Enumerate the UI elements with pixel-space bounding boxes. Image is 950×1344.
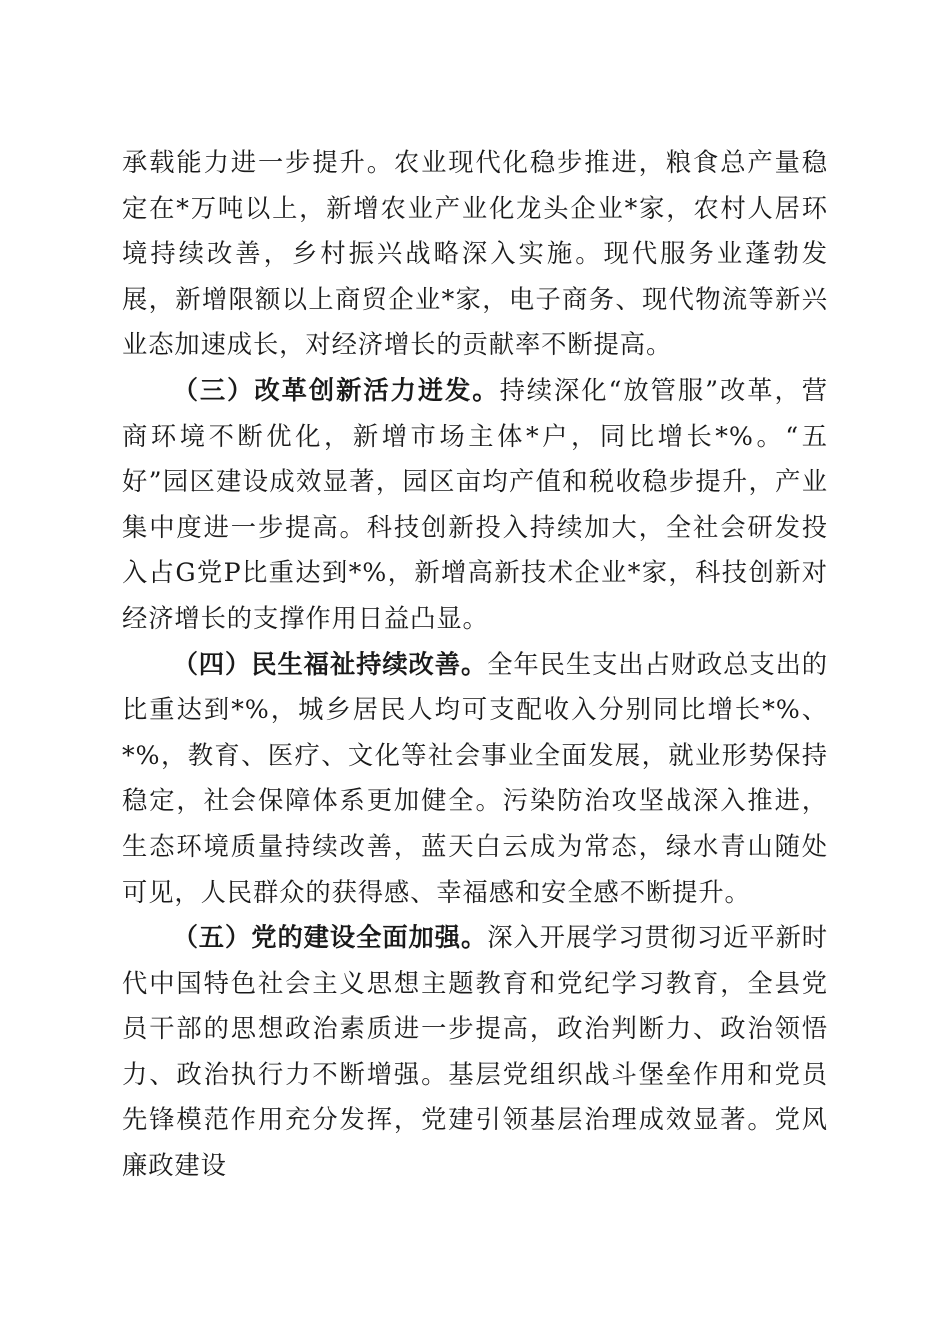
paragraph-heading: （四）民生福祉持续改善。 [172, 648, 488, 679]
document-body [122, 140, 828, 1189]
paragraph-livelihood [122, 642, 828, 916]
paragraph-continuation [122, 140, 828, 368]
paragraph-text: 全年民生支出占财政总支出的比重达到*%，城乡居民人均可支配收入分别同比增长*%、*%，教育、医疗、文化等社会事业全面发展，就业形势保持稳定，社会保障体系更加健全。污染防治攻坚战深入推进，生态环境质量持续改善，蓝天白云成为常态，绿水青山随处可见，人民群众的获得感、幸福感和安全感不断提升。 [122, 649, 828, 907]
paragraph-text: 承载能力进一步提升。农业现代化稳步推进，粮食总产量稳定在*万吨以上，新增农业产业化龙头企业*家，农村人居环境持续改善，乡村振兴战略深入实施。现代服务业蓬勃发展，新增限额以上商贸企业*家，电子商务、现代物流等新兴业态加速成长，对经济增长的贡献率不断提高。 [122, 148, 828, 360]
paragraph-heading: （五）党的建设全面加强。 [172, 922, 488, 953]
paragraph-party-building [122, 915, 828, 1189]
paragraph-text: 持续深化“放管服”改革，营商环境不断优化，新增市场主体*户，同比增长*%。“五好”园区建设成效显著，园区亩均产值和税收稳步提升，产业集中度进一步提高。科技创新投入持续加大，全社会研发投入占G党P比重达到*%，新增高新技术企业*家，科技创新对经济增长的支撑作用日益凸显。 [122, 375, 828, 633]
paragraph-heading: （三）改革创新活力迸发。 [172, 374, 500, 405]
paragraph-text: 深入开展学习贯彻习近平新时代中国特色社会主义思想主题教育和党纪学习教育，全县党员干部的思想政治素质进一步提高，政治判断力、政治领悟力、政治执行力不断增强。基层党组织战斗堡垒作用和党员先锋模范作用充分发挥，党建引领基层治理成效显著。党风廉政建设 [122, 923, 828, 1181]
paragraph-reform-innovation [122, 368, 828, 642]
